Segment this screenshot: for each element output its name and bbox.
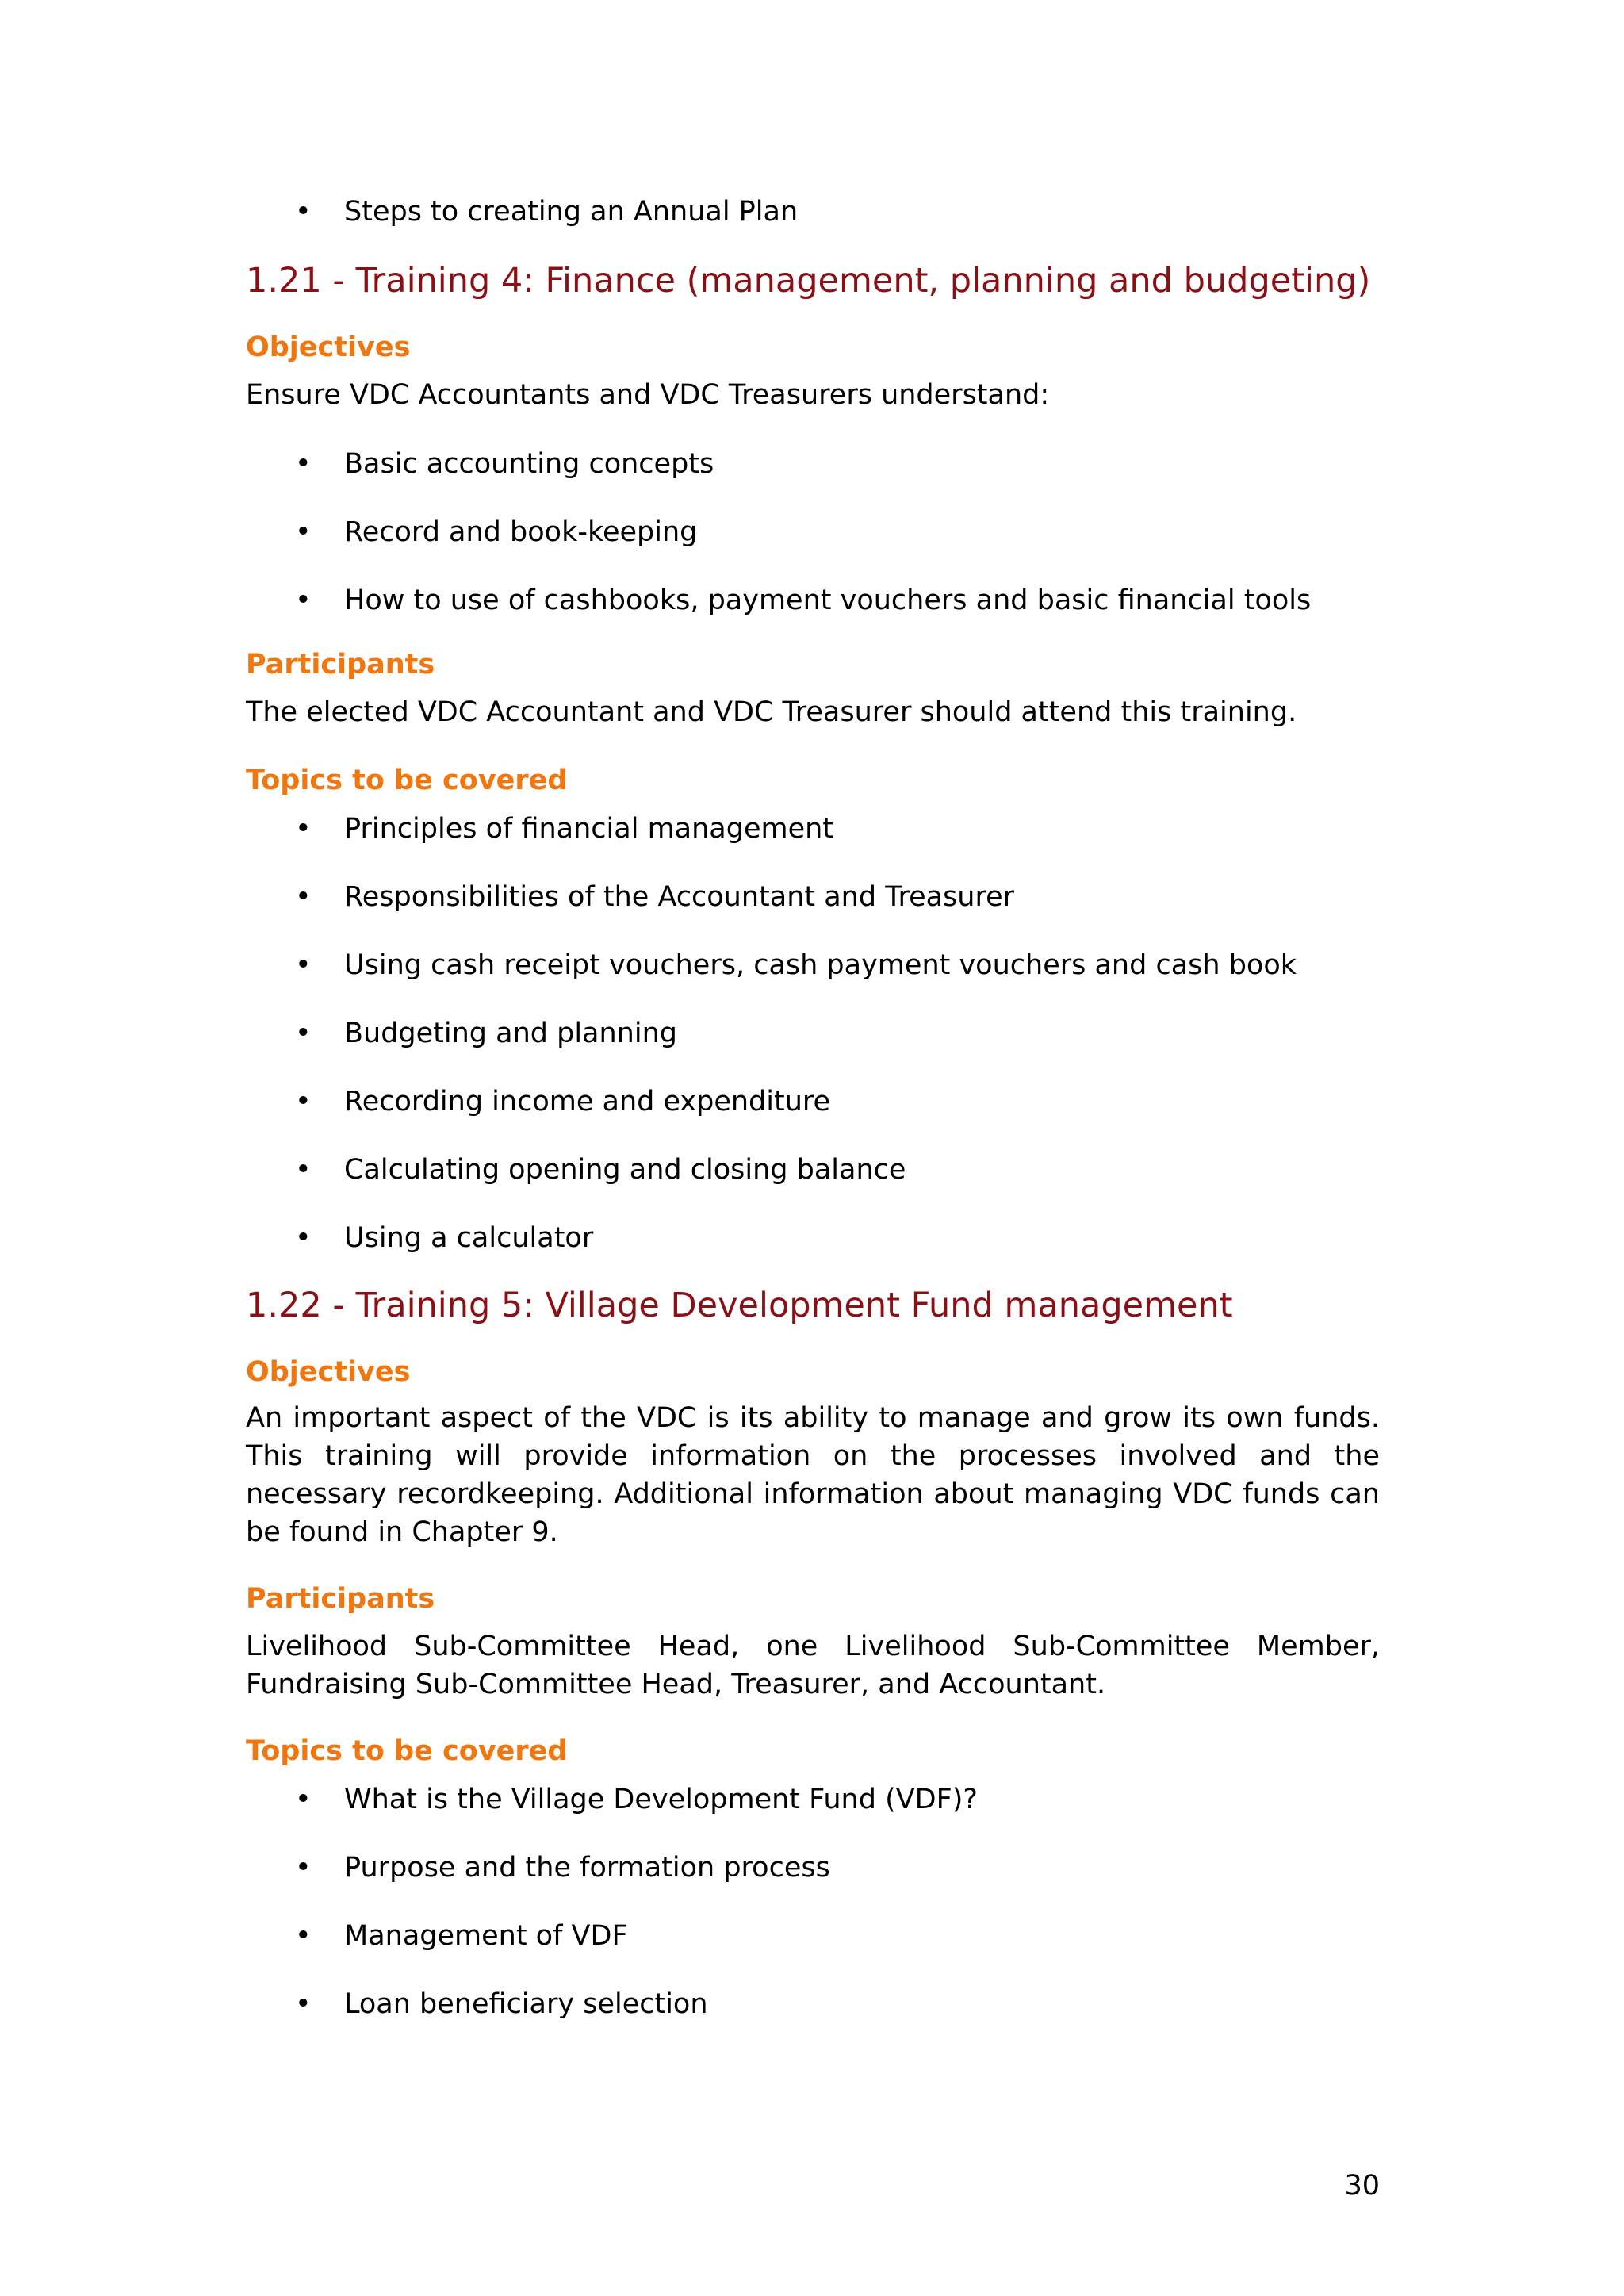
- list-item-text: Steps to creating an Annual Plan: [344, 196, 799, 228]
- list-item: [246, 1085, 1380, 1118]
- bullet-icon: •: [295, 1784, 312, 1815]
- bullet-icon: •: [295, 1154, 312, 1186]
- bullet-icon: •: [295, 813, 312, 845]
- list-item: [246, 1017, 1380, 1050]
- list-item: [246, 1221, 1380, 1255]
- section-title-1-22: 1.22 - Training 5: Village Development Fund management: [246, 1286, 1233, 1325]
- list-item-text: Record and book-keeping: [344, 516, 698, 548]
- list-item: [246, 1919, 1380, 1953]
- objectives-text: An important aspect of the VDC is its ability to manage and grow its own funds. This training will provide information on the processes involved and the necessary recordkeeping. Additional information about managing VDC funds can be found in Chapter 9.: [246, 1402, 1380, 1548]
- section-title-1-21: 1.21 - Training 4: Finance (management, planning and budgeting): [246, 261, 1371, 301]
- topics-list: [246, 812, 1380, 1255]
- list-item-text: Recording income and expenditure: [344, 1086, 831, 1117]
- list-item: [246, 880, 1380, 914]
- list-item-text: Loan beneficiary selection: [344, 1988, 708, 2020]
- participants-text: Livelihood Sub-Committee Head, one Livelihood Sub-Committee Member, Fundraising Sub-Committee Head, Treasurer, and Accountant.: [246, 1631, 1380, 1700]
- objectives-list: [246, 447, 1380, 617]
- topics-heading: Topics to be covered: [246, 765, 568, 796]
- bullet-icon: •: [295, 881, 312, 913]
- list-item: [246, 584, 1380, 617]
- list-item-text: Calculating opening and closing balance: [344, 1154, 906, 1186]
- topics-heading: Topics to be covered: [246, 1735, 568, 1767]
- list-item: [246, 812, 1380, 845]
- list-item-text: Using cash receipt vouchers, cash payment vouchers and cash book: [344, 949, 1297, 981]
- bullet-icon: •: [295, 949, 312, 981]
- objectives-intro: Ensure VDC Accountants and VDC Treasurers understand:: [246, 379, 1050, 411]
- participants-heading: Participants: [246, 649, 435, 680]
- list-item: [246, 1153, 1380, 1186]
- participants-heading: Participants: [246, 1583, 435, 1615]
- list-item-text: Using a calculator: [344, 1222, 594, 1254]
- bullet-icon: •: [295, 585, 312, 616]
- list-item: [246, 949, 1380, 982]
- bullet-icon: •: [295, 516, 312, 548]
- bullet-icon: •: [295, 448, 312, 480]
- objectives-heading: Objectives: [246, 332, 411, 363]
- list-item-text: Budgeting and planning: [344, 1018, 677, 1049]
- list-item-text: Purpose and the formation process: [344, 1852, 830, 1884]
- list-item: [246, 516, 1380, 549]
- list-item: [246, 1987, 1380, 2021]
- list-item-text: Responsibilities of the Accountant and Treasurer: [344, 881, 1015, 913]
- bullet-icon: •: [295, 196, 312, 228]
- list-item-text: Basic accounting concepts: [344, 448, 714, 480]
- carryover-list: [246, 195, 1380, 228]
- list-item-text: What is the Village Development Fund (VDF)?: [344, 1784, 978, 1815]
- list-item: [246, 447, 1380, 481]
- list-item-text: Principles of financial management: [344, 813, 834, 845]
- objectives-heading: Objectives: [246, 1356, 411, 1388]
- list-item: [246, 1851, 1380, 1884]
- list-item: [246, 195, 1380, 228]
- bullet-icon: •: [295, 1988, 312, 2020]
- list-item-text: Management of VDF: [344, 1920, 628, 1952]
- bullet-icon: •: [295, 1018, 312, 1049]
- bullet-icon: •: [295, 1852, 312, 1884]
- bullet-icon: •: [295, 1920, 312, 1952]
- bullet-icon: •: [295, 1222, 312, 1254]
- topics-list: [246, 1783, 1380, 2021]
- participants-text: The elected VDC Accountant and VDC Treasurer should attend this training.: [246, 696, 1297, 728]
- page-number: 30: [1344, 2170, 1380, 2202]
- list-item: [246, 1783, 1380, 1816]
- page-content: [246, 182, 1380, 2021]
- list-item-text: How to use of cashbooks, payment vouchers and basic financial tools: [344, 585, 1312, 616]
- bullet-icon: •: [295, 1086, 312, 1117]
